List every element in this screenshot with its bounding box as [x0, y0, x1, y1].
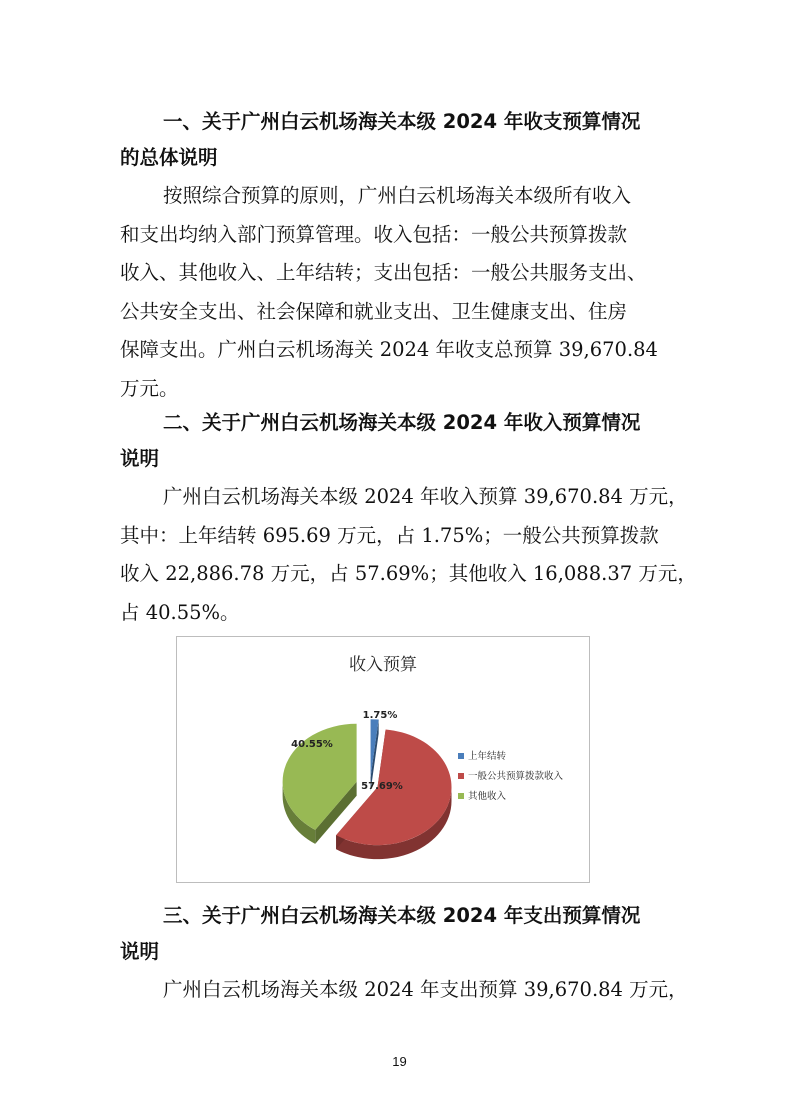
legend-entry-0: 上年结转 — [468, 751, 507, 762]
section3-paragraph — [120, 971, 688, 1010]
section2-heading-line1: 二、关于广州白云机场海关本级 2024 年收入预算情况 — [163, 411, 641, 434]
section2-line: 占 40.55%。 — [120, 600, 240, 624]
legend-entry-2: 其他收入 — [468, 791, 507, 802]
legend-swatch-0 — [458, 753, 464, 759]
section1-line: 按照综合预算的原则，广州白云机场海关本级所有收入 — [163, 184, 632, 207]
section1-heading-line2: 的总体说明 — [120, 146, 218, 169]
pie-slice-0 — [371, 719, 379, 777]
pie-chart-svg — [177, 637, 589, 882]
data-label-0: 1.75% — [362, 710, 398, 721]
section2-paragraph — [120, 478, 697, 632]
legend-swatch-2 — [458, 793, 464, 799]
section1-line: 收入、其他收入、上年结转；支出包括：一般公共服务支出、 — [120, 261, 647, 285]
section1-line: 公共安全支出、社会保障和就业支出、卫生健康支出、住房 — [120, 299, 628, 323]
section3-line: 广州白云机场海关本级 2024 年支出预算 39,670.84 万元， — [163, 978, 688, 1001]
section2-heading — [120, 405, 685, 477]
income-budget-chart — [176, 636, 590, 883]
section3-heading-line2: 说明 — [120, 940, 160, 963]
section1-line: 保障支出。广州白云机场海关 2024 年收支总预算 39,670.84 — [120, 338, 658, 362]
section3-heading-line1: 三、关于广州白云机场海关本级 2024 年支出预算情况 — [163, 904, 641, 927]
section2-line: 广州白云机场海关本级 2024 年收入预算 39,670.84 万元， — [163, 485, 688, 508]
section2-line: 收入 22,886.78 万元，占 57.69%；其他收入 16,088.37 万元， — [120, 562, 697, 586]
section3-heading — [120, 898, 685, 970]
section2-heading-line2: 说明 — [120, 447, 160, 470]
section2-line: 其中：上年结转 695.69 万元，占 1.75%；一般公共预算拨款 — [120, 523, 659, 547]
section1-heading — [120, 104, 685, 176]
legend-entry-1: 一般公共预算拨款收入 — [468, 771, 564, 782]
data-label-1: 57.69% — [361, 781, 403, 792]
section1-line: 和支出均纳入部门预算管理。收入包括：一般公共预算拨款 — [120, 222, 628, 246]
data-label-2: 40.55% — [291, 739, 333, 750]
section1-line: 万元。 — [120, 376, 179, 400]
chart-title: 收入预算 — [349, 655, 417, 675]
legend-swatch-1 — [458, 773, 464, 779]
section1-paragraph — [120, 177, 685, 409]
page-number: 19 — [392, 1054, 407, 1069]
section1-heading-line1: 一、关于广州白云机场海关本级 2024 年收支预算情况 — [163, 110, 641, 133]
